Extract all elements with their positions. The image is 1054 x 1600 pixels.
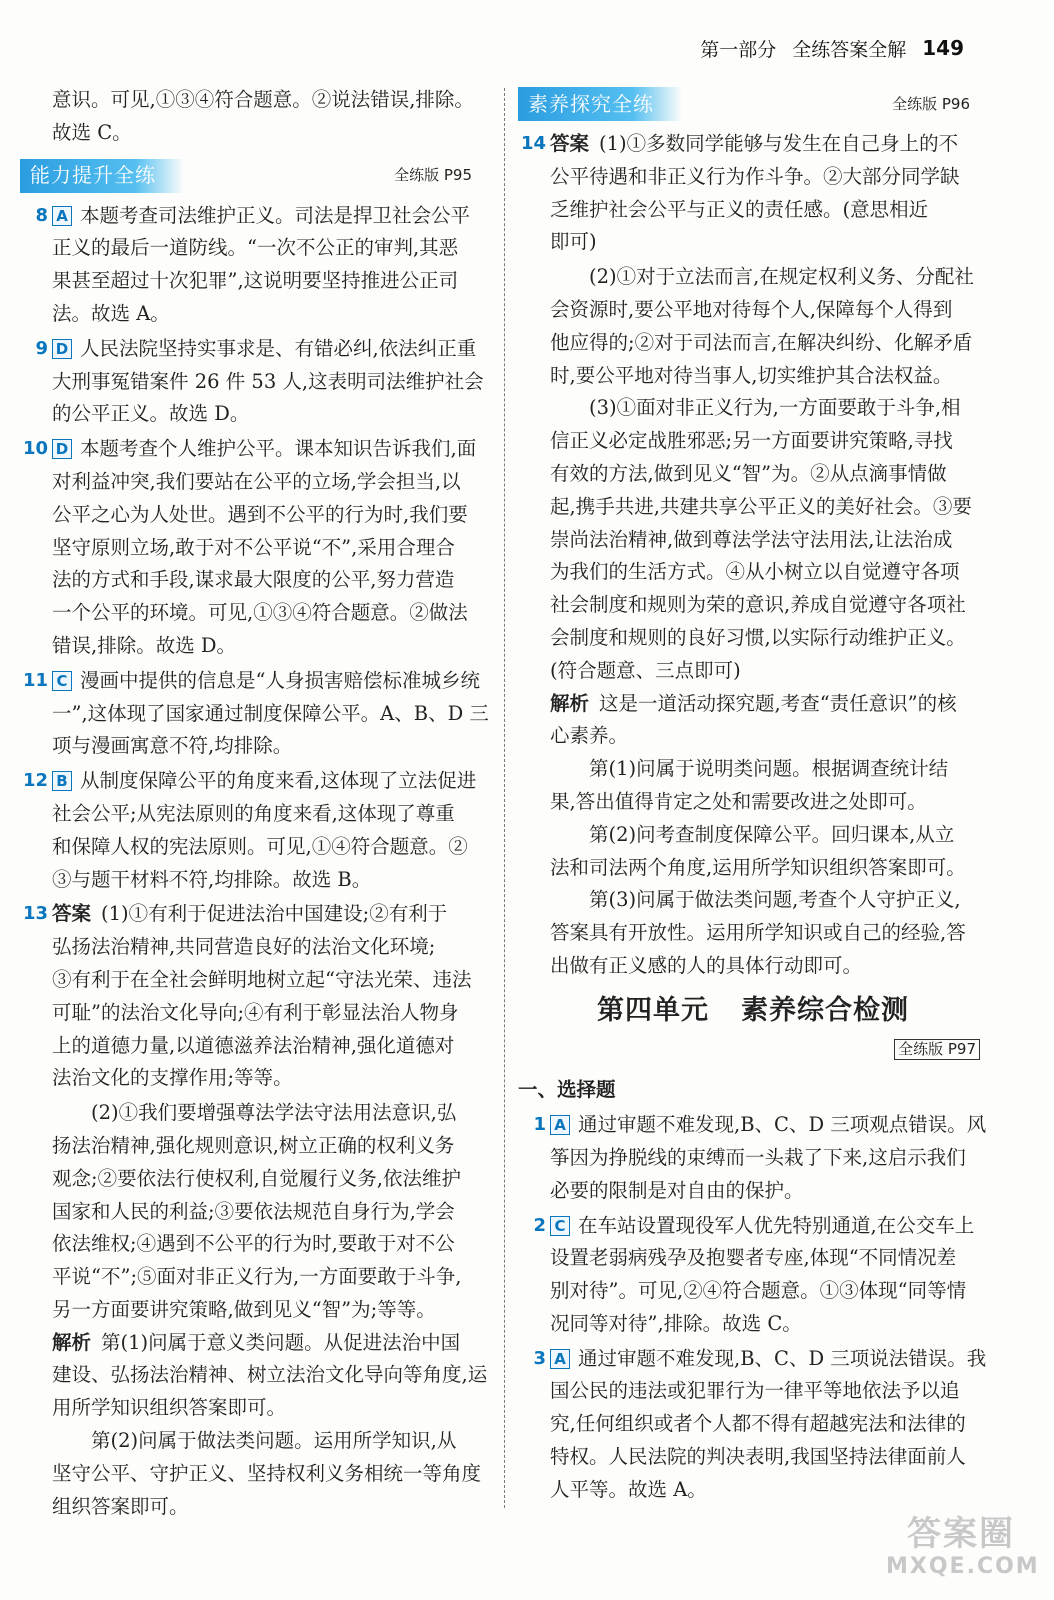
column-divider bbox=[504, 88, 505, 1508]
question-number: 9 bbox=[35, 337, 48, 359]
analysis-13: 解析 第(1)问属于意义类问题。从促进法治中国 建设、弘扬法治精神、树立法治文化导向等角度,运 用所学知识组织答案即可。 bbox=[52, 1330, 488, 1420]
unit-ref: 全练版 P97 bbox=[518, 1032, 980, 1065]
answer-item-13: 13 答案 (1)①有利于促进法治中国建设;②有利于 弘扬法治精神,共同营造良好的法治文化环境; ③有利于在全社会鲜明地树立起“守法光荣、违法 可耻”的法治文化导向;④有利于彰显法治人物身 上的道德力量,以道德滋养法治精神,强化道德对 法治文化的支撑作用;等等。 bbox=[20, 898, 490, 1095]
analysis-keyword: 解析 bbox=[52, 1330, 92, 1354]
answer-item-8: 8 A 本题考查司法维护正义。司法是捍卫社会公平 正义的最后一道防线。“一次不公正的审判,其恶 果甚至超过十次犯罪”,这说明要坚持推进公正司 法。故选 A。 bbox=[20, 200, 490, 331]
right-column bbox=[518, 84, 988, 1509]
answer-badge: C bbox=[52, 671, 72, 691]
unit-title bbox=[518, 995, 988, 1028]
answer-badge: C bbox=[550, 1216, 570, 1236]
section-banner-ability bbox=[20, 158, 490, 194]
question-number: 11 bbox=[22, 669, 48, 691]
question-number: 8 bbox=[35, 204, 48, 226]
analysis-14-part1: 第(1)问属于说明类问题。根据调查统计结 果,答出值得肯定之处和需要改进之处即可。 bbox=[550, 757, 949, 813]
question-number: 13 bbox=[22, 903, 48, 925]
intro-text: 意识。可见,①③④符合题意。②说法错误,排除。 故选 C。 bbox=[52, 88, 474, 144]
left-column bbox=[20, 84, 490, 1523]
page-header bbox=[544, 30, 964, 66]
page-number: 149 bbox=[922, 36, 964, 60]
answer-badge: A bbox=[550, 1349, 570, 1369]
answer-keyword: 答案 bbox=[52, 902, 92, 926]
question-number: 3 bbox=[533, 1347, 546, 1369]
analysis-14-part2: 第(2)问考查制度保障公平。回归课本,从立 法和司法两个角度,运用所学知识组织答案即可。 bbox=[550, 822, 966, 879]
analysis-13-part2: 第(2)问属于做法类问题。运用所学知识,从 坚守公平、守护正义、坚持权利义务相统一等角度 组织答案即可。 bbox=[52, 1429, 482, 1518]
answer-14-part3: (3)①面对非正义行为,一方面要敢于斗争,相 信正义必定战胜邪恶;另一方面要讲究策略,寻找 有效的方法,做到见义“智”为。②从点滴事情做 起,携手共进,共建共享公平正义的美好社会。③要 崇尚法治精神,做到尊法学法守法用法,让法治成 为我们的生活方式。④从小树立以自觉遵守各项 社会制度和规则为荣的意识,养成自觉遵守各项社 会制度和规则的良好习惯,以实际行动维护正义。 (符合题意、三点即可) bbox=[550, 396, 972, 682]
answer-badge: A bbox=[52, 206, 72, 226]
answer-item-9: 9 D 人民法院坚持实事求是、有错必纠,依法纠正重 大刑事冤错案件 26 件 53 人,这表明司法维护社会 的公平正义。故选 D。 bbox=[20, 333, 490, 431]
choice-item-2: 2 C 在车站设置现役军人优先特别通道,在公交车上 设置老弱病残孕及抱婴者专座,体现“不同情况差 别对待”。可见,②④符合题意。①③体现“同等情 况同等对待”,排除。故选 C。 bbox=[518, 1210, 988, 1341]
section-heading: 一、选择题 bbox=[518, 1078, 616, 1102]
banner-title: 素养探究全练 bbox=[518, 87, 682, 121]
analysis-14-part3: 第(3)问属于做法类问题,考查个人守护正义, 答案具有开放性。运用所学知识或自己的经验,答 出做有正义感的人的具体行动即可。 bbox=[550, 888, 966, 977]
answer-item-12: 12 B 从制度保障公平的角度来看,这体现了立法促进 社会公平;从宪法原则的角度来看,这体现了尊重 和保障人权的宪法原则。可见,①④符合题意。② ③与题干材料不符,均排除。故选 B。 bbox=[20, 765, 490, 896]
banner-title: 能力提升全练 bbox=[20, 159, 184, 193]
question-number: 2 bbox=[533, 1214, 546, 1236]
banner-ref: 全练版 P95 bbox=[394, 166, 472, 185]
analysis-14: 解析 这是一道活动探究题,考查“责任意识”的核 心素养。 bbox=[550, 691, 957, 748]
answer-badge: D bbox=[52, 339, 72, 359]
answer-item-10: 10 D 本题考查个人维护公平。课本知识告诉我们,面 对利益冲突,我们要站在公平的立场,学会担当,以 公平之心为人处世。遇到不公平的行为时,我们要 坚守原则立场,敢于对不公平说“不”,采用合理合 法的方式和手段,谋求最大限度的公平,努力营造 一个公平的环境。可见,①③④符合题意。②做法 错误,排除。故选 D。 bbox=[20, 433, 490, 663]
question-number: 10 bbox=[22, 438, 48, 460]
answer-14-part2: (2)①对于立法而言,在规定权利义务、分配社 会资源时,要公平地对待每个人,保障每个人得到 他应得的;②对于司法而言,在解决纠纷、化解矛盾 时,要公平地对待当事人,切实维护其合法权益。 bbox=[550, 265, 974, 387]
watermark-logo: 答案圈 MXQE.COM bbox=[886, 1514, 1040, 1579]
section-banner-literacy bbox=[518, 86, 988, 122]
header-section: 全练答案全解 bbox=[792, 38, 907, 61]
answer-13-part2: (2)①我们要增强尊法学法守法用法意识,弘 扬法治精神,强化规则意识,树立正确的权利义务 观念;②要依法行使权利,自觉履行义务,依法维护 国家和人民的利益;③要依法规范自身行为,学会 依法维权;④遇到不公平的行为时,要敢于对不公 平说“不”;⑤面对非正义行为,一方面要敢于斗争, 另一方面要讲究策略,做到见义“智”为;等等。 bbox=[52, 1101, 462, 1321]
answer-item-11: 11 C 漫画中提供的信息是“人身损害赔偿标准城乡统 一”,这体现了国家通过制度保障公平。A、B、D 三 项与漫画寓意不符,均排除。 bbox=[20, 665, 490, 763]
answer-badge: A bbox=[550, 1115, 570, 1135]
banner-ref: 全练版 P96 bbox=[892, 94, 970, 113]
analysis-keyword: 解析 bbox=[550, 691, 590, 715]
question-number: 12 bbox=[22, 770, 48, 792]
unit-number: 第四单元 bbox=[597, 994, 709, 1026]
choice-item-3: 3 A 通过审题不难发现,B、C、D 三项说法错误。我 国公民的违法或犯罪行为一律平等地依法予以追 究,任何组织或者个人都不得有超越宪法和法律的 特权。人民法院的判决表明,我国坚持法律面前人 人平等。故选 A。 bbox=[518, 1343, 988, 1507]
question-number: 14 bbox=[520, 133, 546, 154]
choice-item-1: 1 A 通过审题不难发现,B、C、D 三项观点错误。风 筝因为挣脱线的束缚而一头栽了下来,这启示我们 必要的限制是对自由的保护。 bbox=[518, 1109, 988, 1207]
answer-keyword: 答案 bbox=[550, 132, 590, 155]
answer-badge: D bbox=[52, 439, 72, 459]
answer-item-14: 14 答案 (1)①多数同学能够与发生在自己身上的不 公平待遇和非正义行为作斗争。②大部分同学缺 乏维护社会公平与正义的责任感。(意思相近 即可) bbox=[518, 128, 988, 259]
header-part: 第一部分 bbox=[700, 38, 777, 61]
question-number: 1 bbox=[533, 1114, 546, 1136]
unit-name: 素养综合检测 bbox=[741, 994, 909, 1026]
answer-badge: B bbox=[52, 771, 72, 791]
